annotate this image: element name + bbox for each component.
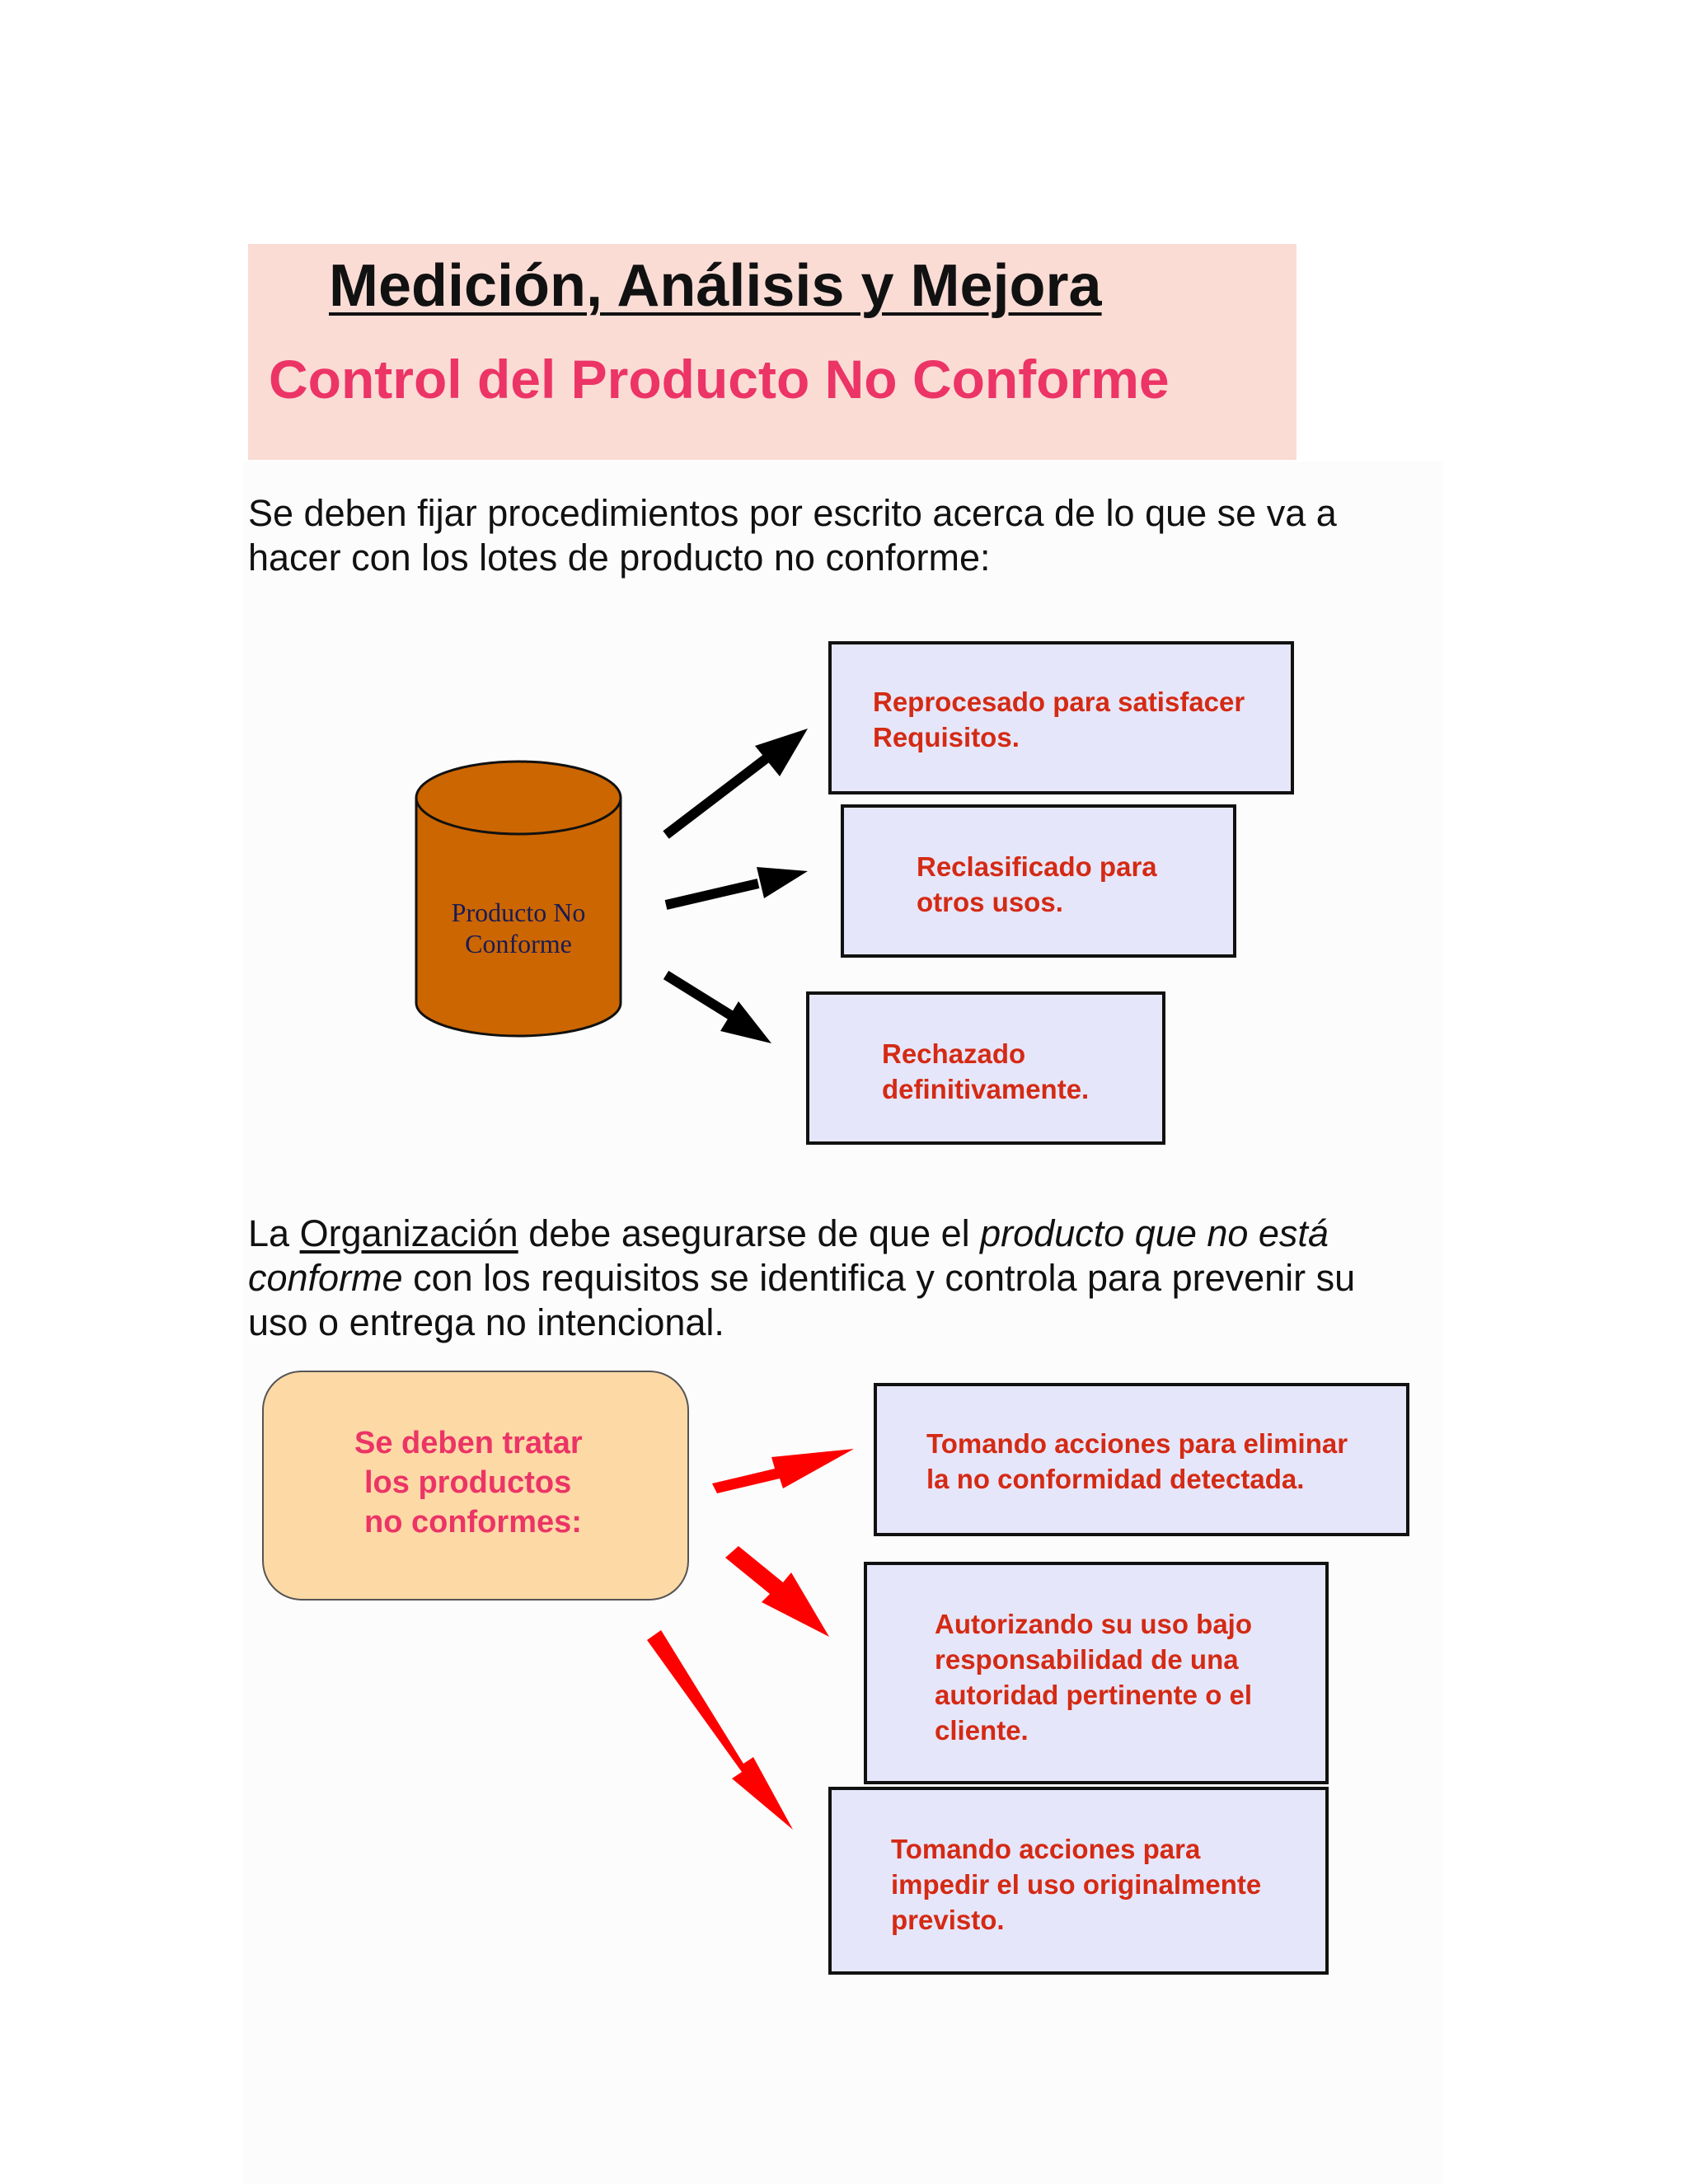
box-reprocess-line-2: Requisitos. [873, 722, 1020, 752]
intro-2-line-2 [248, 1256, 1355, 1301]
page-title: Medición, Análisis y Mejora [329, 253, 1102, 319]
box-authorize-line-4: cliente. [935, 1715, 1029, 1746]
box-reprocess [828, 641, 1294, 794]
intro-2-line-1 [248, 1212, 1355, 1256]
box-authorize-line-1: Autorizando su uso bajo [935, 1609, 1252, 1639]
box-authorize [864, 1562, 1329, 1784]
intro-2-text: debe asegurarse de que el [518, 1212, 981, 1254]
cylinder-label [416, 897, 621, 959]
treatment-line-1: Se deben tratar [354, 1426, 583, 1460]
red-arrow-to-prevent [647, 1630, 793, 1830]
box-prevent [828, 1787, 1329, 1975]
box-reject [806, 991, 1165, 1145]
box-reclassify-line-2: otros usos. [917, 887, 1063, 917]
intro-paragraph-2 [248, 1212, 1355, 1345]
intro-2-line-3: uso o entrega no intencional. [248, 1301, 724, 1343]
box-prevent-line-2: impedir el uso originalmente [891, 1869, 1262, 1900]
intro-1-line-2: hacer con los lotes de producto no conforme: [248, 537, 991, 579]
arrow-to-reprocess [666, 729, 808, 835]
box-eliminate-line-1: Tomando acciones para eliminar [926, 1428, 1348, 1459]
treatment-box [262, 1371, 689, 1601]
treatment-line-3: no conformes: [364, 1505, 582, 1540]
arrow-to-reject [666, 975, 771, 1043]
intro-2-emphasis: conforme [248, 1257, 403, 1299]
box-reclassify-line-1: Reclasificado para [917, 851, 1157, 882]
red-arrow-to-authorize [725, 1546, 829, 1637]
arrow-to-reclassify [666, 867, 808, 905]
organization-term: Organización [299, 1212, 518, 1254]
box-reclassify [841, 804, 1236, 958]
box-prevent-line-1: Tomando acciones para [891, 1834, 1201, 1864]
intro-2-text: con los requisitos se identifica y controla para prevenir su [402, 1257, 1356, 1299]
intro-1-line-1: Se deben fijar procedimientos por escrito acerca de lo que se va a [248, 492, 1337, 534]
box-reject-line-1: Rechazado [882, 1038, 1026, 1069]
box-prevent-line-3: previsto. [891, 1905, 1005, 1935]
cylinder-label-line-2: Conforme [465, 929, 572, 958]
intro-2-emphasis: producto que no está [980, 1212, 1329, 1254]
red-arrow-to-eliminate [712, 1449, 854, 1493]
box-authorize-line-3: autoridad pertinente o el [935, 1680, 1253, 1710]
cylinder-label-line-1: Producto No [451, 898, 586, 927]
box-authorize-line-2: responsabilidad de una [935, 1644, 1239, 1675]
page-subtitle: Control del Producto No Conforme [269, 349, 1170, 410]
box-reprocess-line-1: Reprocesado para satisfacer [873, 687, 1245, 717]
box-eliminate [874, 1383, 1409, 1536]
intro-2-text: La [248, 1212, 300, 1254]
treatment-line-2: los productos [364, 1465, 572, 1500]
box-reject-line-2: definitivamente. [882, 1074, 1090, 1104]
box-eliminate-line-2: la no conformidad detectada. [926, 1464, 1305, 1494]
